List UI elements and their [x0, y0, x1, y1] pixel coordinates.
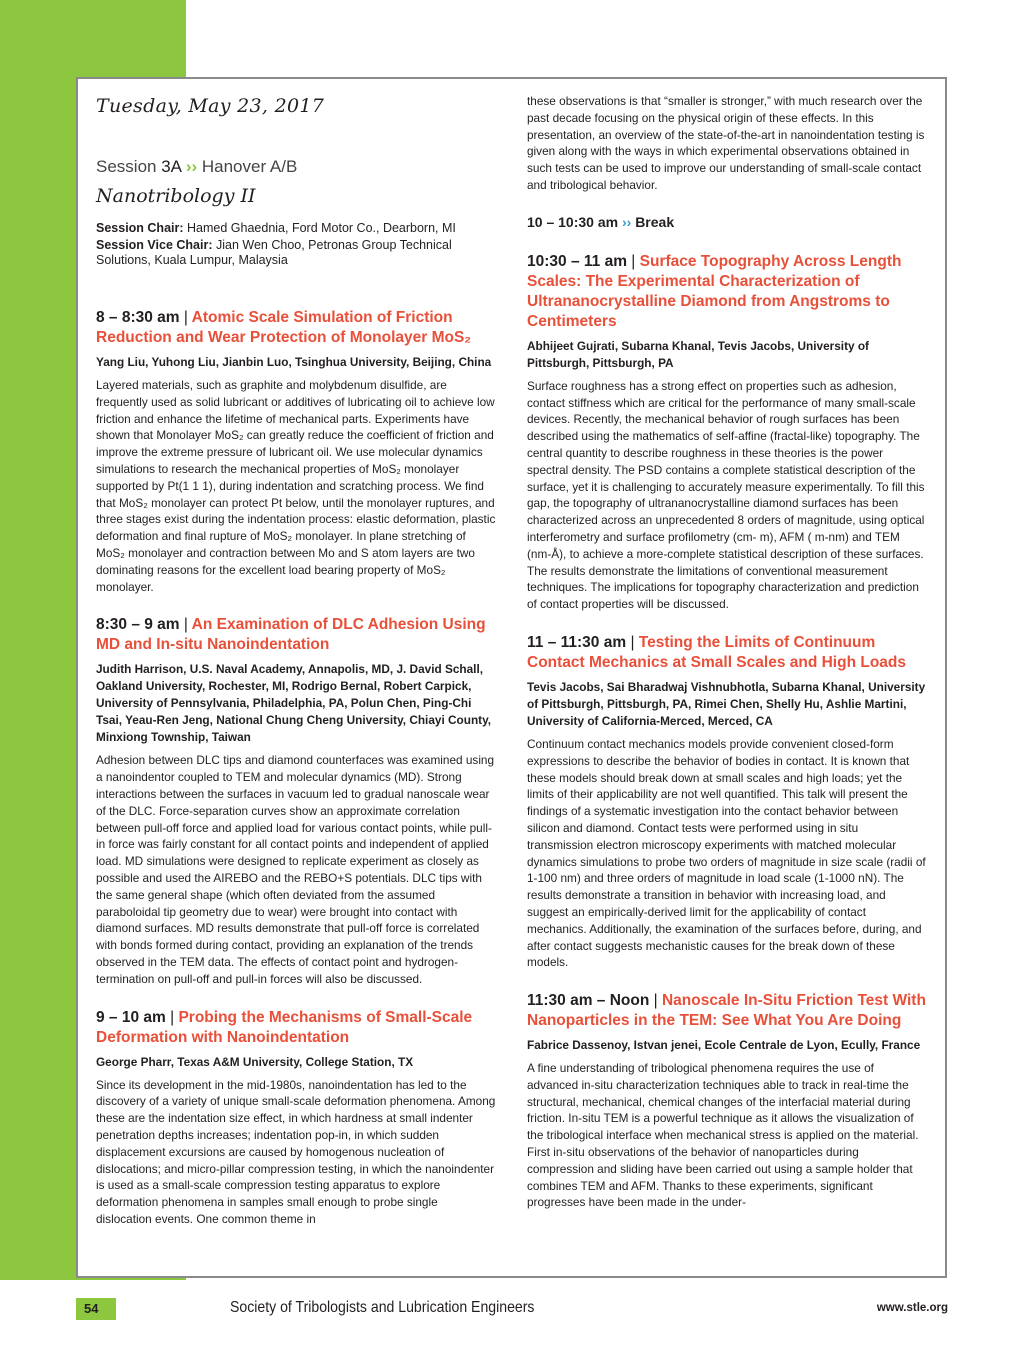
talk-abstract: Continuum contact mechanics models provide convenient closed-form expressions to describe the behavior of bodies in contact. It is known that these models should break down at small scales and high loads; yet the limits of their applicability are not well quantified. This talk will present the findings of a systematic investigation into the contact behavior between silicon and diamond. Contact tests were performed using in situ transmission electron microscopy experiments with matched molecular dynamics simulations to probe two orders of magnitude in size scale (radii of 1-100 nm) and three orders of magnitude in load scale (1-1000 nN). The results demonstrate a transition in behavior with increasing load, and suggest an empirically-derived limit for the applicability of contact mechanics. Additionally, the examination of the surfaces before, during, and after contact suggests mechanistic causes for the break down of these models. [527, 736, 926, 970]
talk-authors: Yang Liu, Yuhong Liu, Jianbin Luo, Tsinghua University, Beijing, China [96, 355, 492, 369]
talk-time: 11 – 11:30 am [527, 633, 627, 651]
talk-time: 9 – 10 am [96, 1008, 166, 1026]
talk-abstract: Layered materials, such as graphite and molybdenum disulfide, are frequently used as solid lubricant or additives of lubricating oil to achieve low friction and enhance the lifetime of mechanical parts. Experiments have shown that Monolayer MoS₂ can greatly reduce the coefficient of friction and improve the extreme pressure of lubricant oil. We use molecular dynamics simulations to research the mechanical properties of MoS₂ monolayer supported by Pt(1 1 1), during indentation and scratching process. We find that MoS₂ monolayer can protect Pt below, until the monolayer ruptures, and three stages exist during the indentation process: elastic deformation, plastic deformation and final rupture of MoS₂ monolayer. In plane stretching of MoS₂ monolayer and contraction between Mo and S atom layers are two dominating reasons for the excellent load bearing property of MoS₂ monolayer. [96, 378, 496, 594]
chevron-right-icon: ›› [185, 157, 198, 176]
page-footer [0, 1298, 1024, 1322]
talk-authors: Fabrice Dassenoy, Istvan jenei, Ecole Centrale de Lyon, Ecully, France [527, 1038, 921, 1053]
talk-authors: Judith Harrison, U.S. Naval Academy, Annapolis, MD, J. David Schall, Oakland University, Rochester, MI, Rodrigo Bernal, Robert Carpick, University of Pennsylvania, Philadelphia, PA, Polun Chen, Ping-Chi Tsai, Yeau-Ren Jeng, National Chung Cheng University, Chiayi County, Minxiong Township, Taiwan [96, 662, 492, 745]
talk-title: An Examination of DLC Adhesion Using MD and In-situ Nanoindentation [96, 616, 486, 654]
separator: | [631, 252, 636, 270]
talk-item [527, 633, 927, 971]
page-number: 54 [76, 1298, 116, 1320]
talk-abstract: Surface roughness has a strong effect on properties such as adhesion, contact stiffness which are critical for the performance of many small-scale devices. Recently, the mechanical behavior of rough surfaces has been described using the mathematics of self-affine (fractal-like) topography. The central quantity to describe roughness in these theories is the power spectral density. The PSD contains a complete statistical description of the surface, yet it is challenging to accurately measure experimentally. To fill this gap, the topography of ultrananocrystalline diamond surfaces has been characterized across an unprecedented 8 orders of magnitude, using optical interferometry and surface profilometry (cm- m), AFM ( m-nm) and TEM (nm-Å), to achieve a more-complete statistical description of these surfaces. The results demonstrate the limitations of conventional measurement techniques. The implications for topography characterization and prediction of contact properties will be discussed. [527, 378, 925, 612]
session-line [96, 157, 496, 177]
talk-authors: Abhijeet Gujrati, Subarna Khanal, Tevis Jacobs, University of Pittsburgh, Pittsburgh, PA [527, 338, 869, 370]
website-url[interactable]: www.stle.org [876, 1302, 948, 1314]
talk-title: Surface Topography Across Length Scales: The Experimental Characterization of Ultrananocrystalline Diamond from Angstroms to Centimeters [527, 252, 902, 330]
talk-item [96, 1008, 496, 1228]
separator: | [183, 309, 188, 326]
talk-heading [527, 633, 927, 673]
date-heading: Tuesday, May 23, 2017 [96, 95, 325, 117]
talk-time: 8 – 8:30 am [96, 309, 180, 326]
talk-heading [96, 308, 496, 348]
chair-value: Hamed Ghaednia, Ford Motor Co., Dearborn, MI [187, 221, 456, 235]
chair-label: Session Chair: [96, 221, 184, 235]
talk-abstract: A fine understanding of tribological phenomena requires the use of advanced in-situ characterization techniques able to track in real-time the structural, mechanical, chemical changes of the interfacial material during friction. In-situ TEM is a powerful technique as it allows the visualization of the tribological interface when mechanical stress is applied on the material. First in-situ observations of the behavior of nanoparticles during compression and sliding have been carried out using a sample holder that combines TEM and AFM. Thanks to these experiments, significant progresses have been made in the under- [527, 1061, 919, 1210]
talk-title: Atomic Scale Simulation of Friction Reduction and Wear Protection of Monolayer MoS₂ [96, 309, 472, 346]
talk-time: 10:30 – 11 am [527, 252, 627, 270]
separator: | [630, 633, 635, 651]
vice-chair-label: Session Vice Chair: [96, 238, 213, 252]
talk-heading [527, 991, 927, 1031]
session-prefix: Session [96, 157, 157, 176]
session-chair [96, 221, 496, 236]
talk-heading [527, 252, 927, 332]
session-code: 3A [161, 157, 182, 176]
talk-title: Testing the Limits of Continuum Contact Mechanics at Small Scales and High Loads [527, 633, 906, 671]
talk-item [96, 308, 496, 595]
right-column [527, 93, 927, 1211]
session-vice-chair [96, 238, 496, 268]
talk-heading [96, 1008, 496, 1048]
organization-name: Society of Tribologists and Lubrication Engineers [230, 1299, 535, 1316]
separator: | [170, 1008, 175, 1026]
left-column [96, 95, 496, 1228]
break-time: 10 – 10:30 am [527, 213, 619, 230]
vice-chair-value: Jian Wen Choo, Petronas Group Technical Solutions, Kuala Lumpur, Malaysia [96, 238, 452, 267]
talk-item [527, 252, 927, 613]
talk-title: Nanoscale In-Situ Friction Test With Nanoparticles in the TEM: See What You Are Doing [527, 992, 926, 1030]
separator: | [653, 992, 658, 1010]
separator: | [183, 616, 188, 634]
talk-item [96, 615, 496, 987]
session-room: Hanover A/B [201, 157, 298, 176]
talk-title: Probing the Mechanisms of Small-Scale Deformation with Nanoindentation [96, 1008, 473, 1046]
chevron-right-icon: ›› [621, 213, 632, 230]
session-title: Nanotribology II [96, 185, 256, 207]
talk-authors: George Pharr, Texas A&M University, College Station, TX [96, 1054, 414, 1069]
talk-authors: Tevis Jacobs, Sai Bharadwaj Vishnubhotla, Subarna Khanal, University of Pittsburgh, Pittsburgh, PA, Rimei Chen, Shelly Hu, Ashlie Martini, University of California-Merced, Merced, CA [527, 679, 926, 728]
talk-heading [96, 615, 496, 655]
continued-abstract: these observations is that “smaller is stronger,” with much research over the past decade focusing on the physical origin of these effects. In this presentation, an overview of the state-of-the-art in nanoindentation testing is given along with the ways in which experimental observations obtained in such tests can be used to improve our understanding of small-scale contact and tribological behavior. [527, 94, 925, 192]
talk-time: 8:30 – 9 am [96, 616, 180, 634]
talk-abstract: Adhesion between DLC tips and diamond counterfaces was examined using a nanoindentor coupled to TEM and molecular dynamics (MD). Strong interactions between the surfaces in vacuum led to gradual nanoscale wear of the DLC. Force-separation curves show an approximate correlation between pull-off force and applied load for various contact points, while pull-in force was fairly constant for all contact points and independent of applied load. MD simulations were designed to replicate experiment as closely as possible and used the AIREBO and the REBO+S potentials. DLC tips with the same general shape (which often deviated from the assumed paraboloidal tip geometry due to wear) were brought into contact with diamond surfaces. MD results demonstrate that pull-off force is correlated with bonds formed during contact, providing an explanation of the trends observed in the TEM data. The effects of contact point and hydrogen-termination on pull-off and pull-in forces will also be discussed. [96, 753, 495, 986]
talk-time: 11:30 am – Noon [527, 992, 650, 1010]
talk-item [527, 991, 927, 1211]
break-item [527, 214, 927, 230]
break-label: Break [635, 213, 675, 230]
talk-abstract: Since its development in the mid-1980s, nanoindentation has led to the discovery of a variety of unique small-scale deformation phenomena. Among these are the indentation size effect, in which hardness at small indenter penetration depths increases; indentation pop-in, in which sudden displacement excursions are caused by homogenous nucleation of dislocations; and micro-pillar compression testing, in which the nanoindenter is used as a small-scale compression testing apparatus to explore deformation phenomena in samples small enough to probe single dislocation events. One common theme in [96, 1077, 496, 1226]
